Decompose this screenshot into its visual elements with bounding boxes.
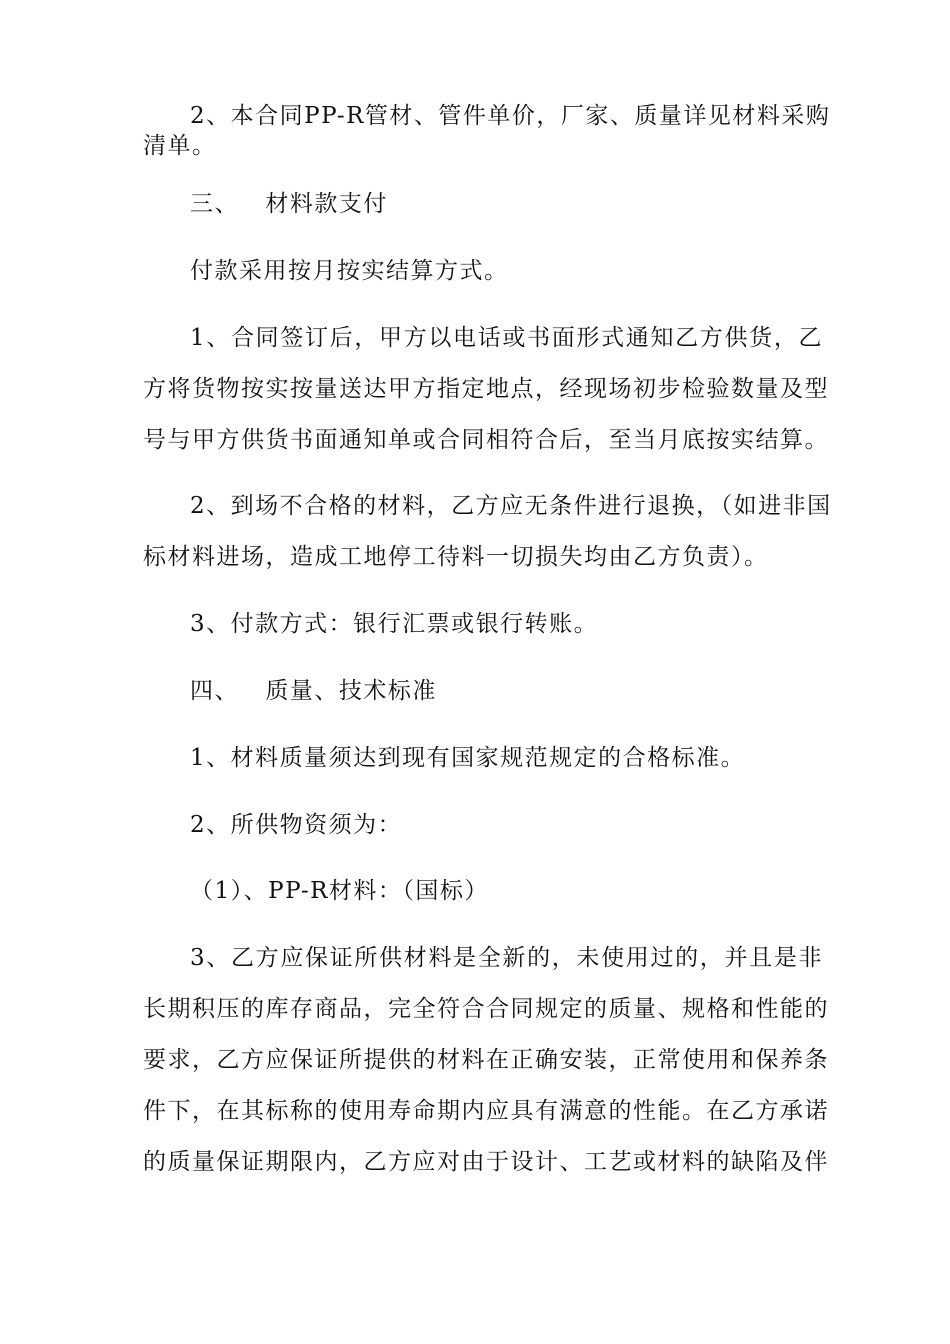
paragraph-line: 1、合同签订后，甲方以电话或书面形式通知乙方供货，乙 (190, 325, 823, 351)
paragraph-line: 长期积压的库存商品，完全符合合同规定的质量、规格和性能的 (143, 996, 829, 1022)
paragraph-line: 付款采用按月按实结算方式。 (190, 258, 509, 284)
section-heading: 三、 材料款支付 (190, 191, 388, 217)
paragraph-line: 号与甲方供货书面通知单或合同相符合后，至当月底按实结算。 (143, 427, 829, 453)
paragraph-line: 3、乙方应保证所供材料是全新的，未使用过的，并且是非 (190, 945, 823, 971)
paragraph-line: 要求，乙方应保证所提供的材料在正确安装，正常使用和保养条 (143, 1047, 829, 1073)
paragraph-line: 清单。 (143, 133, 217, 159)
paragraph-line: 标材料进场，造成工地停工待料一切损失均由乙方负责）。 (143, 544, 769, 570)
paragraph-line: 方将货物按实按量送达甲方指定地点，经现场初步检验数量及型 (143, 376, 829, 402)
paragraph-line: 2、本合同PP-R管材、管件单价，厂家、质量详见材料采购 (190, 103, 831, 129)
paragraph-line: （1）、PP-R材料：（国标） (190, 878, 489, 904)
paragraph-line: 1、材料质量须达到现有国家规范规定的合格标准。 (190, 745, 746, 771)
paragraph-line: 件下，在其标称的使用寿命期内应具有满意的性能。在乙方承诺 (143, 1098, 829, 1124)
paragraph-line: 2、到场不合格的材料，乙方应无条件进行退换，（如进非国 (190, 493, 832, 519)
paragraph-line: 3、付款方式：银行汇票或银行转账。 (190, 611, 599, 637)
paragraph-line: 2、所供物资须为： (190, 812, 403, 838)
section-heading: 四、 质量、技术标准 (190, 678, 437, 704)
paragraph-line: 的质量保证期限内，乙方应对由于设计、工艺或材料的缺陷及伴 (143, 1149, 829, 1175)
